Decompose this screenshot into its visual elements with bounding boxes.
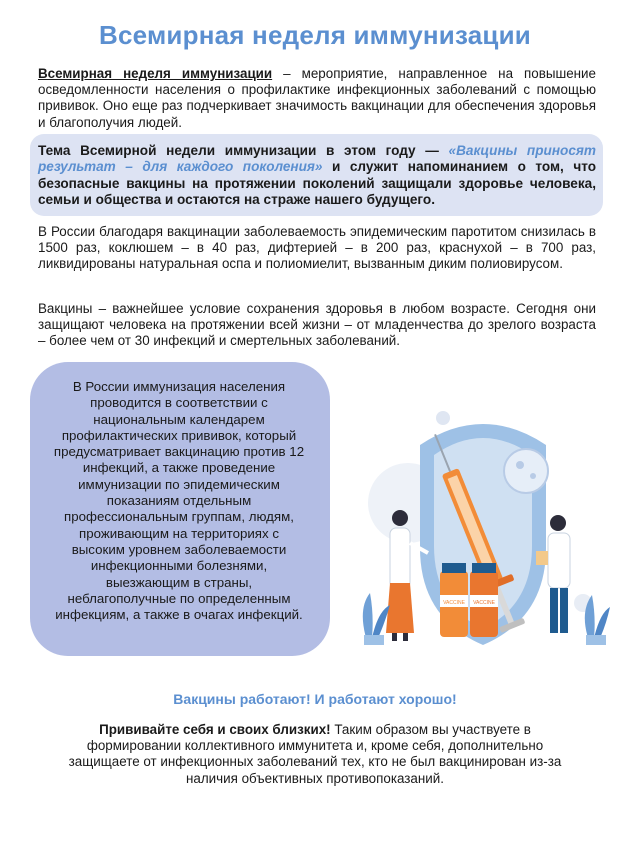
intro-lead: Всемирная неделя иммунизации bbox=[38, 66, 273, 81]
theme-slogan: «Вакцины приносят результат – для каждого поколения» bbox=[38, 143, 596, 175]
vaccines-importance-paragraph: Вакцины – важнейшее условие сохранения здоровья в любом возрасте. Сегодня они защищают человека на протяжении всей жизни – от младенчества до зрелого возраста – более чем от 30 инфекций и смертельных заболеваний. bbox=[38, 301, 596, 349]
plant-icon bbox=[585, 595, 610, 645]
theme-before: Тема Всемирной недели иммунизации в этом году — bbox=[38, 143, 449, 158]
slogan: Вакцины работают! И работают хорошо! bbox=[173, 691, 457, 707]
page-title: Всемирная неделя иммунизации bbox=[99, 20, 531, 50]
vaccination-illustration bbox=[348, 383, 618, 665]
theme-after: и служит напоминанием о том, что безопасные вакцины на протяжении поколений защищали здоровье человека, семьи и общества и остаются на страже нашего будущего. bbox=[38, 159, 596, 208]
closing-lead: Прививайте себя и своих близких! bbox=[99, 722, 331, 737]
closing-paragraph bbox=[60, 722, 570, 787]
russia-stats-paragraph: В России благодаря вакцинации заболеваемость эпидемическим паротитом снизилась в 1500 раз, коклюшем – в 40 раз, дифтерией – в 200 раз, краснухой – в 700 раз, ликвидированы натуральная оспа и полиомиелит, вызванным диким полиовирусом. bbox=[38, 224, 596, 272]
virus-icon bbox=[504, 449, 548, 493]
intro-text: – мероприятие, направленное на повышение осведомленности населения о профилактике инфекционных заболеваний с помощью прививок. Оно еще раз подчеркивает значимость вакцинации для обеспечения здоровья и благополучия людей. bbox=[38, 66, 596, 130]
theme-paragraph bbox=[38, 143, 596, 209]
intro-paragraph bbox=[38, 66, 596, 131]
svg-text:VACCINE: VACCINE bbox=[443, 600, 465, 606]
plant-icon bbox=[363, 593, 390, 645]
calendar-info-text: В России иммунизация населения проводится в соответствии с национальным календарем профилактических прививок, который предусматривает вакцинацию против 12 инфекций, а также проведение иммунизации по эпидемическим показаниям отдельным профессиональным группам, людям, проживающим на территориях с высоким уровнем заболеваемости инфекционными болезнями, выезжающим в страны, неблагополучные по определенным инфекциям, а также в очагах инфекций. bbox=[53, 379, 305, 623]
closing-text: Таким образом вы участвуете в формировании коллективного иммунитета и, кроме себя, дополнительно защищаете от инфекционных заболеваний тех, кто не был вакцинирован из-за наличия объективных противопоказаний. bbox=[68, 722, 562, 786]
svg-text:VACCINE: VACCINE bbox=[473, 600, 495, 606]
vaccine-vial-icon bbox=[470, 563, 498, 637]
bg-dot bbox=[436, 411, 450, 425]
vaccine-vial-icon bbox=[440, 563, 468, 637]
